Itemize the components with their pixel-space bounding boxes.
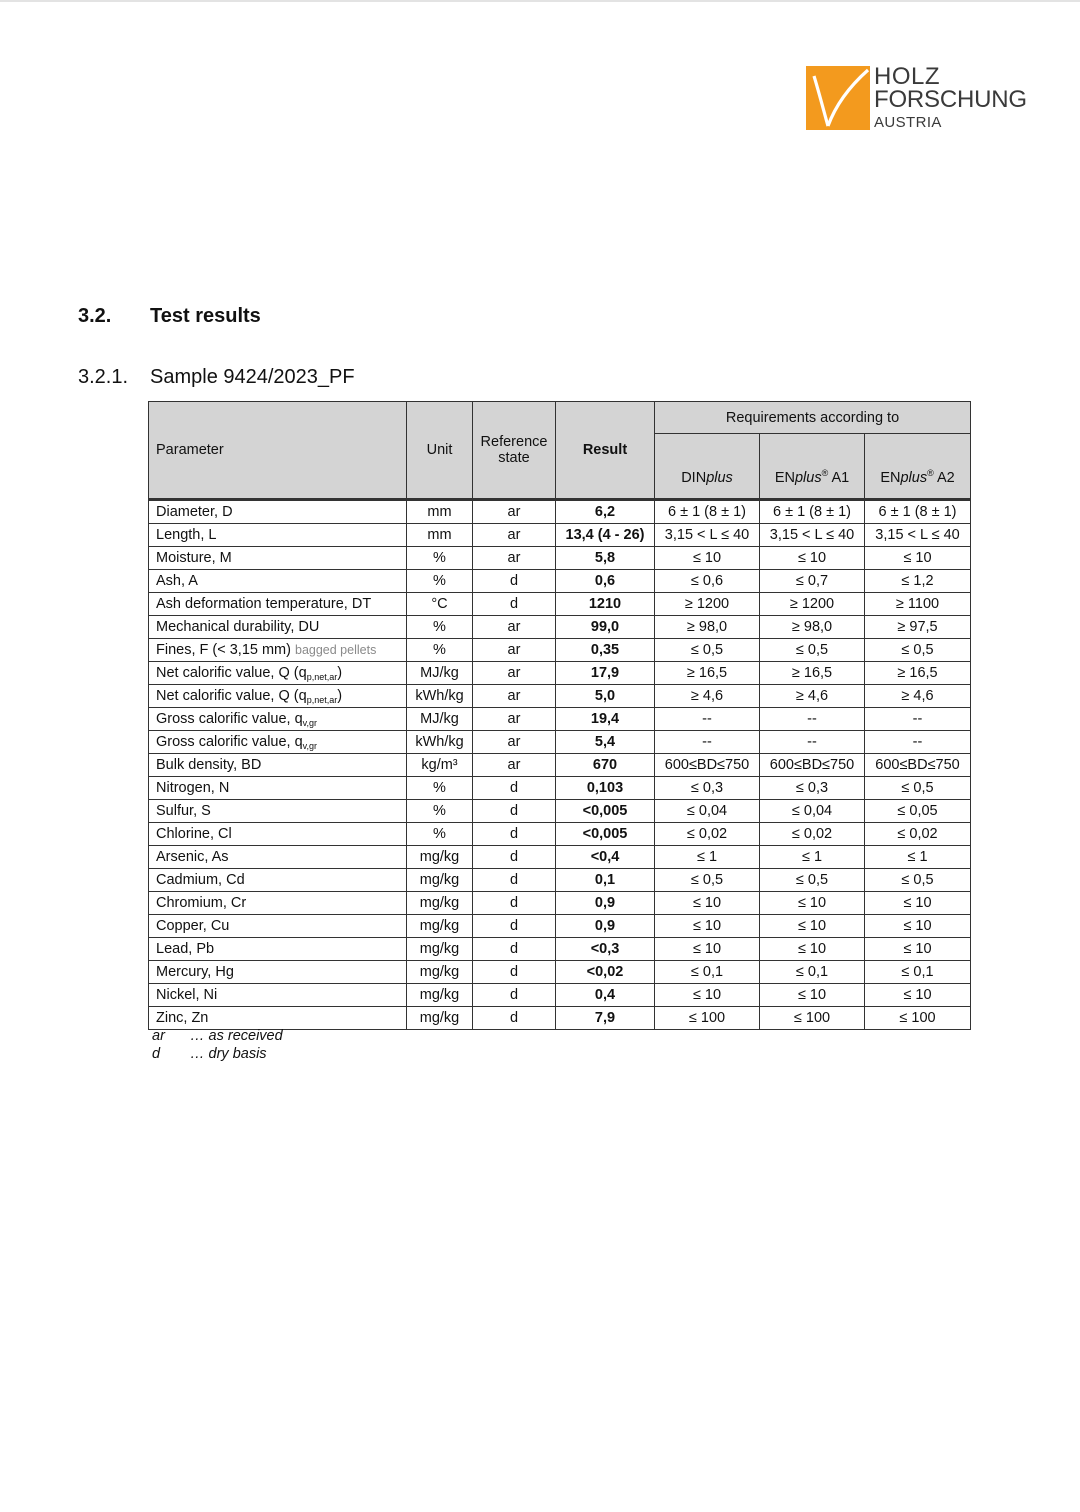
cell-dinplus: ≤ 10: [655, 547, 760, 570]
cell-reference-state: ar: [473, 639, 556, 662]
table-body: [149, 500, 971, 1030]
cell-enplus-a1: ≤ 0,02: [760, 823, 865, 846]
cell-unit: %: [407, 570, 473, 593]
cell-unit: mg/kg: [407, 984, 473, 1007]
cell-enplus-a2: --: [865, 708, 971, 731]
header-a1-reg: ®: [821, 468, 829, 479]
cell-result: 5,0: [556, 685, 655, 708]
cell-enplus-a2: --: [865, 731, 971, 754]
cell-enplus-a2: ≥ 1100: [865, 593, 971, 616]
cell-dinplus: 600≤BD≤750: [655, 754, 760, 777]
cell-enplus-a1: ≤ 1: [760, 846, 865, 869]
parameter-tail: ): [337, 688, 343, 704]
holzforschung-logo: [806, 63, 1046, 132]
cell-parameter: [149, 961, 407, 984]
parameter-label: Gross calorific value, q: [156, 734, 303, 750]
section-title: Test results: [150, 305, 261, 327]
cell-enplus-a1: 3,15 < L ≤ 40: [760, 524, 865, 547]
cell-dinplus: ≥ 1200: [655, 593, 760, 616]
header-reference-line1: Reference: [480, 434, 548, 450]
top-rule: [0, 0, 1080, 2]
cell-enplus-a2: ≤ 0,02: [865, 823, 971, 846]
cell-unit: mg/kg: [407, 915, 473, 938]
cell-reference-state: ar: [473, 754, 556, 777]
table-row: [149, 662, 971, 685]
cell-enplus-a1: ≤ 100: [760, 1007, 865, 1030]
cell-reference-state: d: [473, 938, 556, 961]
cell-result: 0,9: [556, 892, 655, 915]
table-row: [149, 639, 971, 662]
cell-enplus-a2: ≤ 0,05: [865, 800, 971, 823]
cell-result: 19,4: [556, 708, 655, 731]
cell-result: 6,2: [556, 500, 655, 524]
subsection-heading: [78, 366, 355, 389]
cell-parameter: [149, 708, 407, 731]
cell-reference-state: ar: [473, 685, 556, 708]
parameter-subscript: v,gr: [302, 718, 318, 728]
cell-parameter: [149, 892, 407, 915]
cell-unit: mg/kg: [407, 869, 473, 892]
cell-reference-state: ar: [473, 662, 556, 685]
cell-enplus-a2: ≤ 0,5: [865, 777, 971, 800]
parameter-label: Moisture, M: [156, 550, 232, 566]
cell-result: 0,6: [556, 570, 655, 593]
parameter-label: Nitrogen, N: [156, 780, 230, 796]
cell-enplus-a1: ≤ 0,1: [760, 961, 865, 984]
cell-dinplus: ≥ 98,0: [655, 616, 760, 639]
cell-result: 0,1: [556, 869, 655, 892]
legend-item: [152, 1045, 283, 1063]
parameter-label: Diameter, D: [156, 504, 233, 520]
table-row: [149, 984, 971, 1007]
cell-unit: mm: [407, 524, 473, 547]
cell-reference-state: ar: [473, 616, 556, 639]
header-a1-prefix: EN: [774, 470, 795, 486]
header-reference-line2: state: [498, 450, 530, 466]
header-unit: Unit: [407, 402, 473, 500]
cell-unit: mm: [407, 500, 473, 524]
cell-enplus-a2: ≥ 97,5: [865, 616, 971, 639]
cell-enplus-a1: ≤ 10: [760, 984, 865, 1007]
cell-unit: %: [407, 800, 473, 823]
cell-unit: MJ/kg: [407, 708, 473, 731]
cell-unit: %: [407, 777, 473, 800]
cell-result: 13,4 (4 - 26): [556, 524, 655, 547]
cell-unit: %: [407, 616, 473, 639]
legend-item: [152, 1027, 283, 1045]
cell-result: <0,3: [556, 938, 655, 961]
cell-dinplus: ≤ 100: [655, 1007, 760, 1030]
cell-reference-state: d: [473, 846, 556, 869]
cell-parameter: [149, 731, 407, 754]
cell-parameter: [149, 823, 407, 846]
cell-parameter: [149, 662, 407, 685]
cell-reference-state: d: [473, 800, 556, 823]
cell-enplus-a1: ≥ 16,5: [760, 662, 865, 685]
cell-enplus-a2: 3,15 < L ≤ 40: [865, 524, 971, 547]
cell-enplus-a1: ≤ 0,5: [760, 869, 865, 892]
cell-reference-state: d: [473, 869, 556, 892]
cell-enplus-a2: ≤ 100: [865, 1007, 971, 1030]
cell-enplus-a2: ≥ 16,5: [865, 662, 971, 685]
cell-enplus-a1: 6 ± 1 (8 ± 1): [760, 500, 865, 524]
parameter-label: Net calorific value, Q (q: [156, 688, 307, 704]
cell-enplus-a1: ≥ 1200: [760, 593, 865, 616]
parameter-label: Cadmium, Cd: [156, 872, 245, 888]
parameter-subscript: p,net,ar: [306, 672, 338, 682]
parameter-subscript: v,gr: [302, 741, 318, 751]
cell-dinplus: ≤ 0,5: [655, 639, 760, 662]
header-dinplus-prefix: DIN: [681, 470, 707, 486]
cell-reference-state: d: [473, 892, 556, 915]
cell-reference-state: d: [473, 823, 556, 846]
parameter-label: Mechanical durability, DU: [156, 619, 320, 635]
parameter-label: Ash, A: [156, 573, 198, 589]
table-row: [149, 869, 971, 892]
table-row: [149, 777, 971, 800]
cell-enplus-a2: ≤ 10: [865, 915, 971, 938]
test-results-table: [148, 401, 971, 1030]
table-row: [149, 570, 971, 593]
cell-reference-state: d: [473, 915, 556, 938]
table-row: [149, 961, 971, 984]
logo-line-3: AUSTRIA: [874, 114, 942, 131]
cell-parameter: [149, 616, 407, 639]
cell-enplus-a2: ≤ 10: [865, 892, 971, 915]
parameter-subscript: p,net,ar: [306, 695, 338, 705]
logo-line-2: FORSCHUNG: [874, 86, 1027, 113]
header-dinplus: [655, 434, 760, 500]
header-dinplus-suffix: plus: [706, 470, 733, 486]
cell-enplus-a2: ≤ 10: [865, 938, 971, 961]
header-enplus-a2: [865, 434, 971, 500]
cell-result: 1210: [556, 593, 655, 616]
cell-enplus-a1: ≤ 0,3: [760, 777, 865, 800]
cell-result: 17,9: [556, 662, 655, 685]
cell-dinplus: ≥ 16,5: [655, 662, 760, 685]
table-row: [149, 823, 971, 846]
cell-result: 670: [556, 754, 655, 777]
cell-unit: mg/kg: [407, 892, 473, 915]
header-a2-italic: plus: [900, 470, 928, 486]
cell-enplus-a1: ≤ 10: [760, 892, 865, 915]
cell-unit: %: [407, 639, 473, 662]
parameter-label: Zinc, Zn: [156, 1010, 209, 1026]
cell-enplus-a2: ≤ 1,2: [865, 570, 971, 593]
subsection-number: 3.2.1.: [78, 366, 129, 388]
header-a2-prefix: EN: [880, 470, 901, 486]
table-row: [149, 500, 971, 524]
cell-enplus-a1: 600≤BD≤750: [760, 754, 865, 777]
cell-enplus-a1: ≤ 10: [760, 938, 865, 961]
cell-result: 7,9: [556, 1007, 655, 1030]
parameter-label: Copper, Cu: [156, 918, 230, 934]
cell-parameter: [149, 639, 407, 662]
cell-dinplus: ≤ 0,6: [655, 570, 760, 593]
cell-dinplus: --: [655, 708, 760, 731]
header-result: Result: [556, 402, 655, 500]
header-enplus-a1: [760, 434, 865, 500]
parameter-tail: ): [337, 665, 343, 681]
cell-enplus-a2: ≤ 10: [865, 547, 971, 570]
cell-result: 0,103: [556, 777, 655, 800]
cell-parameter: [149, 593, 407, 616]
cell-dinplus: ≤ 10: [655, 915, 760, 938]
header-requirements: Requirements according to: [655, 402, 971, 434]
table-row: [149, 846, 971, 869]
cell-result: 99,0: [556, 616, 655, 639]
header-a2-reg: ®: [927, 468, 934, 479]
parameter-label: Arsenic, As: [156, 849, 229, 865]
cell-enplus-a2: ≤ 0,5: [865, 869, 971, 892]
cell-result: 5,4: [556, 731, 655, 754]
cell-parameter: [149, 500, 407, 524]
cell-enplus-a2: ≤ 0,1: [865, 961, 971, 984]
table-row: [149, 731, 971, 754]
header-a2-suffix: A2: [933, 470, 955, 486]
cell-result: <0,4: [556, 846, 655, 869]
cell-parameter: [149, 938, 407, 961]
cell-unit: kg/m³: [407, 754, 473, 777]
logo-wordmark: [874, 65, 1027, 130]
cell-enplus-a1: ≤ 0,04: [760, 800, 865, 823]
cell-unit: kWh/kg: [407, 731, 473, 754]
parameter-label: Bulk density, BD: [156, 757, 262, 773]
header-parameter: Parameter: [149, 402, 407, 500]
cell-enplus-a1: ≤ 10: [760, 915, 865, 938]
parameter-label: Chlorine, Cl: [156, 826, 232, 842]
section-number: 3.2.: [78, 305, 112, 327]
legend-text: … as received: [190, 1028, 283, 1044]
cell-result: <0,005: [556, 823, 655, 846]
cell-parameter: [149, 547, 407, 570]
cell-unit: mg/kg: [407, 961, 473, 984]
parameter-label: Fines, F (< 3,15 mm): [156, 642, 291, 658]
cell-dinplus: ≥ 4,6: [655, 685, 760, 708]
cell-unit: kWh/kg: [407, 685, 473, 708]
cell-reference-state: d: [473, 777, 556, 800]
cell-parameter: [149, 570, 407, 593]
cell-result: <0,02: [556, 961, 655, 984]
table-row: [149, 800, 971, 823]
cell-dinplus: ≤ 0,3: [655, 777, 760, 800]
cell-reference-state: d: [473, 984, 556, 1007]
cell-enplus-a1: ≥ 98,0: [760, 616, 865, 639]
header-reference-state: [473, 402, 556, 500]
cell-result: 0,4: [556, 984, 655, 1007]
table-row: [149, 685, 971, 708]
cell-reference-state: ar: [473, 500, 556, 524]
legend-key: ar: [152, 1028, 165, 1044]
cell-enplus-a1: ≤ 0,7: [760, 570, 865, 593]
cell-enplus-a2: 600≤BD≤750: [865, 754, 971, 777]
cell-enplus-a2: ≥ 4,6: [865, 685, 971, 708]
cell-enplus-a1: --: [760, 731, 865, 754]
table-row: [149, 547, 971, 570]
header-a1-suffix: A1: [828, 470, 850, 486]
parameter-label: Net calorific value, Q (q: [156, 665, 307, 681]
cell-reference-state: ar: [473, 708, 556, 731]
cell-dinplus: ≤ 10: [655, 938, 760, 961]
cell-enplus-a2: ≤ 1: [865, 846, 971, 869]
cell-dinplus: ≤ 10: [655, 892, 760, 915]
cell-parameter: [149, 524, 407, 547]
logo-mark-icon: [806, 66, 870, 130]
cell-unit: mg/kg: [407, 938, 473, 961]
cell-parameter: [149, 777, 407, 800]
cell-parameter: [149, 754, 407, 777]
cell-dinplus: ≤ 0,1: [655, 961, 760, 984]
cell-dinplus: ≤ 10: [655, 984, 760, 1007]
cell-enplus-a1: ≤ 0,5: [760, 639, 865, 662]
subsection-title: Sample 9424/2023_PF: [150, 366, 355, 388]
cell-dinplus: --: [655, 731, 760, 754]
cell-reference-state: d: [473, 961, 556, 984]
cell-reference-state: ar: [473, 547, 556, 570]
legend: [152, 1027, 283, 1063]
cell-enplus-a2: 6 ± 1 (8 ± 1): [865, 500, 971, 524]
parameter-label: Sulfur, S: [156, 803, 211, 819]
cell-result: <0,005: [556, 800, 655, 823]
cell-unit: MJ/kg: [407, 662, 473, 685]
cell-parameter: [149, 685, 407, 708]
parameter-note: bagged pellets: [295, 643, 377, 657]
cell-dinplus: ≤ 0,02: [655, 823, 760, 846]
cell-unit: °C: [407, 593, 473, 616]
table-row: [149, 892, 971, 915]
cell-enplus-a1: ≥ 4,6: [760, 685, 865, 708]
table-row: [149, 524, 971, 547]
parameter-label: Chromium, Cr: [156, 895, 247, 911]
cell-result: 0,9: [556, 915, 655, 938]
cell-enplus-a1: --: [760, 708, 865, 731]
cell-reference-state: d: [473, 593, 556, 616]
parameter-label: Ash deformation temperature, DT: [156, 596, 372, 612]
header-a1-italic: plus: [794, 470, 822, 486]
parameter-label: Nickel, Ni: [156, 987, 218, 1003]
cell-unit: mg/kg: [407, 1007, 473, 1030]
cell-reference-state: d: [473, 1007, 556, 1030]
legend-text: … dry basis: [190, 1046, 267, 1062]
cell-dinplus: 6 ± 1 (8 ± 1): [655, 500, 760, 524]
cell-parameter: [149, 846, 407, 869]
table-row: [149, 754, 971, 777]
legend-key: d: [152, 1046, 161, 1062]
table-row: [149, 915, 971, 938]
cell-dinplus: ≤ 0,5: [655, 869, 760, 892]
section-heading: [78, 305, 261, 328]
cell-reference-state: ar: [473, 731, 556, 754]
table-row: [149, 938, 971, 961]
cell-parameter: [149, 800, 407, 823]
cell-result: 5,8: [556, 547, 655, 570]
table-row: [149, 616, 971, 639]
cell-unit: %: [407, 823, 473, 846]
cell-reference-state: ar: [473, 524, 556, 547]
cell-unit: mg/kg: [407, 846, 473, 869]
cell-result: 0,35: [556, 639, 655, 662]
logo-line-1: HOLZ: [874, 63, 941, 90]
cell-parameter: [149, 984, 407, 1007]
cell-enplus-a2: ≤ 0,5: [865, 639, 971, 662]
cell-parameter: [149, 915, 407, 938]
cell-parameter: [149, 869, 407, 892]
cell-dinplus: ≤ 1: [655, 846, 760, 869]
parameter-label: Lead, Pb: [156, 941, 215, 957]
cell-enplus-a1: ≤ 10: [760, 547, 865, 570]
cell-reference-state: d: [473, 570, 556, 593]
parameter-label: Mercury, Hg: [156, 964, 234, 980]
table-row: [149, 593, 971, 616]
cell-enplus-a2: ≤ 10: [865, 984, 971, 1007]
table-row: [149, 708, 971, 731]
cell-dinplus: 3,15 < L ≤ 40: [655, 524, 760, 547]
parameter-label: Length, L: [156, 527, 217, 543]
parameter-label: Gross calorific value, q: [156, 711, 303, 727]
cell-dinplus: ≤ 0,04: [655, 800, 760, 823]
cell-unit: %: [407, 547, 473, 570]
